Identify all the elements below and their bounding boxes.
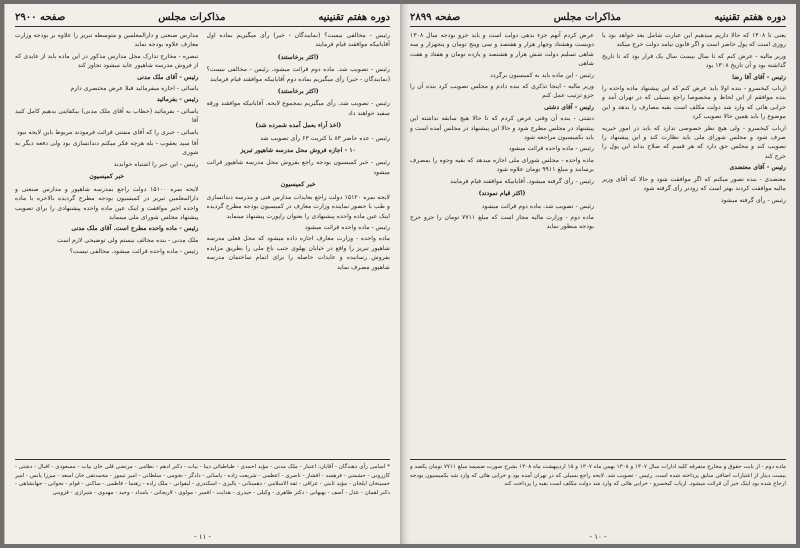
paragraph: یعنی تا ۱۳۰۸ که حالا داریم میدهیم این عبارت شامل بعد خواهد بود یا روزی است که پول حاضر است و اگر قانون نیامد دولت خرج میکند — [602, 32, 786, 49]
paragraph: رئیس - ماده واحده قرائت میشود — [508, 145, 594, 153]
paragraph: آقا سید یعقوب - بله هرچه فکر میکنم دندانسازی بود ولی دفعه دیگر به شوری — [15, 140, 199, 157]
paragraph: دشتی - بنده آن وقتی عرض کردم که تا حالا هیچ سابقه نداشته این پیشنهاد در مجلس مطرح شود و حالا این پیشنهاد در مجلس آمده است و باید بکمیسیون مراجعه شود — [410, 115, 594, 142]
left-page-footnote: * اسامی رأی دهندگان - آقایان: اعتبار - ملک مدنی - مؤید احمدی - طباطبائی دیبا - بیات - دکتر ادهم - نظامی - مرتضی قلی خان بیات - مسعودی - اقبال - دشتی - کازرونی - حشمتی - فرهمند - افشار - ناصری - اعظمی - شریعت زاده - یاسائی - دادگر - نجومی - سلطانی - امیر تیمور - محمدتقی خان اسعد - میرزا یانس - امیر حسینخان ایلخان - مؤید ثابتی - عراقی - ثقه الاسلامی - دهستانی - پالیزی - اسکندری - لیقوانی - ملک زاده - رهنما - فاطمی - ساکنی - قوام - نجوانی - جهانشاهی - دکتر لقمان - عدل - آصف - بهبهانی - دکتر طاهری - وکیلی - حیدری - هدایت - افسر - مولوی - لاریجانی - بامداد - وحید - مهدوی - شیرازی - قزوینی — [15, 459, 390, 535]
paragraph: ارباب کیخسرو - ولی هیچ نظر خصوصی ندارد که باید در امور خیریه صرف شود و مجلس شورای ملی باید نظارت کند و این پیشنهاد را تصویب کند و مجلس حق دارد که هر قسم که صلاح بداند این پول را خرج کند — [602, 124, 786, 160]
right-header-session: دوره هفتم تقنینیه — [714, 11, 786, 23]
paragraph: رئیس - آقای ملک مدنی — [137, 73, 199, 81]
section-heading: ۱۰ - اجازه فروش محل مدرسه شاهپور تبریز — [240, 147, 356, 155]
left-page-folio: - ۱۱ - — [194, 533, 211, 541]
section-heading: (اکثر قیام نمودند) — [478, 190, 526, 198]
paragraph: ملک مدنی - بنده مخالف نیستم ولی توضیحی لازم است — [57, 236, 199, 244]
paragraph: رئیس - آقای معتضدی — [729, 164, 786, 172]
paragraph: یاسائی - خبری را که آقای مشتی قرائت فرمودند مربوط باین لایحه نبود — [17, 128, 199, 136]
right-page-columns — [410, 31, 786, 456]
paragraph: معتضدی - بنده تصور میکنم که اگر موافقت شود و حالا که آقای وزیر مالیه موافقت کردند بهتر است که زودتر رأی گرفته شود — [602, 175, 786, 193]
paragraph: رئیس - مخالفی نیست؟ (نمایندگان - خیر) رأی میگیریم بماده اول آقایانیکه موافقند قیام فرمایند — [206, 32, 390, 49]
paragraph: رئیس - ماده واحده قرائت میشود — [304, 223, 390, 231]
left-header-title: مذاکرات مجلس — [158, 11, 226, 23]
paragraph: ماده واحده - مجلس شورای ملی اجازه میدهد که بقیه وجوه را بمصرف برسانند و مبلغ ۹۹۱۱ تومان علاوه شود — [410, 156, 594, 174]
paragraph: یاسائی - اجازه میفرمائید قبلا عرض مختصری دارم — [70, 85, 199, 93]
left-header-page-number: صفحه ۲۹۰۰ — [15, 11, 66, 23]
paragraph: رئیس - ماده واحده قرائت میشود. مخالفی نیست؟ — [69, 248, 199, 256]
paragraph: عرض کردم آنهم جزء بدهی دولت است و باید جزو بودجه سال ۱۳۰۸ دویست وهشتاد وچهار هزار و هفتصد و سی وپنج تومان و پنجهزار و سه شاهی تسلیم دولت شش هزار و هشتصد و یازده تومان و هفتاد و هفت شاهی — [410, 32, 594, 68]
section-heading: (اکثر برخاستند) — [277, 88, 319, 96]
paragraph: رئیس - عده حاضر ۸۳ با کثریت ۶۳ رأی تصویب شد — [260, 134, 390, 142]
right-header-page-number: صفحه ۲۸۹۹ — [410, 11, 461, 23]
paragraph: رئیس - آقای دشتی — [544, 103, 594, 111]
section-heading: (اخذ آراء بعمل آمده شمرده شد) — [255, 122, 342, 130]
paragraph: رئیس - ماده واحده مطرح است. آقای ملک مدنی — [71, 225, 199, 233]
paragraph: ارباب کیخسرو - بنده اولا باید عرض کنم که این پیشنهاد ماده واحده را بنده موافقم از این لحاظ و مخصوصا راجع بسیلی که در تهران آمد و خرابی هائی که وارد شد دولت مکلف است بقیه مصارف را بدهد و این موضوع را باید همین حالا تصویب کرد — [602, 85, 786, 121]
paragraph: یاسائی - بفرمائید (خطاب به آقای ملک مدنی) بیکفایتی بدهیم کامل کنید آقا — [15, 107, 199, 125]
section-heading: خبر کمیسیون — [280, 181, 316, 189]
right-page-continuation: ماده دوم - از بابت حقوق و مخارج متفرقه کلیه ادارات سال ۱۳۰۷ و ۱۳۰۸ بهمن ماه ۱۳۰۷ و ۱۵ اردیبهشت ماه ۱۳۰۸ بشرح صورت ضمیمه مبلغ ۷۷۱۱ تومان یکصد و بیست دینار از اعتبارات اضافی سابق پرداخته شده است. رئیس - تصویب شد. لایحه راجع بسیلی که در تهران آمده بود و خرابی هائی که وارد شد بکمیسیون بودجه ارجاع شده بود اینک خبر آن قرائت میشود. ارباب کیخسرو - خرابی هائی که وارد شد دولت مکلف است بقیه را پرداخت کند — [410, 459, 786, 535]
right-page-right-column — [602, 31, 786, 456]
paragraph: رئیس - رأی گرفته میشود. آقایانیکه موافقند قیام فرمایند — [450, 177, 594, 185]
paragraph: رئیس - تصویب شد. ماده دوم قرائت میشود. رئیس - مخالفی نیست؟ (نمایندگان - خیر) رأی میگیریم بماده دوم آقایانیکه موافقند قیام فرمایند — [206, 66, 390, 83]
right-page-folio: - ۱۰ - — [589, 533, 607, 541]
section-heading: خبر کمیسیون — [89, 173, 125, 181]
paragraph: رئیس - تصویب شد. رأی میگیریم بمجموع لایحه. آقایانیکه موافقند ورقه سفید خواهند داد — [206, 100, 390, 117]
paragraph: تبصره - مخارج تدارک محل مدارس مذکور در این ماده باید از عایدی که از فروش مدرسه شاهپور عاید میشود تجاوز کند — [15, 52, 199, 70]
paragraph: لایحه نمره ۱۵۱۰۰ دولت راجع بمدرسه شاهپور و مدارس صنعتی و دارالمعلمین تبریز در کمیسیون بودجه مطرح گردیده بالاخره با ماده واحده اخیر موافقت و اینک عین ماده واحده پیشنهادی را برای تصویب پیشنهاد مجلس شورای ملی مینماید — [15, 185, 199, 221]
paragraph: رئیس - تصویب شد. ماده دوم قرائت میشود — [481, 202, 594, 210]
left-page-columns — [15, 31, 390, 456]
book-spread — [4, 4, 796, 544]
right-header-title: مذاکرات مجلس — [553, 11, 621, 23]
left-page-left-column — [15, 31, 199, 456]
paragraph: رئیس - خبر کمیسیون بودجه راجع بفروش محل مدرسه شاهپور قرائت میشود — [206, 159, 390, 176]
right-page-header — [410, 10, 786, 27]
right-page — [400, 4, 796, 544]
left-page — [4, 4, 400, 544]
paragraph: رئیس - آقای آقا رضا — [732, 73, 786, 81]
paragraph: رئیس - بفرمائید — [156, 96, 199, 104]
left-header-session: دوره هفتم تقنینیه — [318, 11, 390, 23]
paragraph: ماده واحده - وزارت معارف اجازه داده میشود که محل فعلی مدرسه شاهپور تبریز را واقع در خیابان پهلوی جنب باغ ملی را بطریق مزایده بفروش رسانیده و عایدات حاصله را برای اتمام ساختمان مدرسه شاهپور مصرف نماید — [206, 235, 390, 271]
paragraph: وزیر مالیه - عرض کنم که تا سال بیست سال یک قرار بود که تا تاریخ گذاشته بود و آن تاریخ ۱۳۰۸ بود — [602, 52, 786, 70]
right-page-left-column — [410, 31, 594, 456]
left-page-right-column — [207, 31, 391, 456]
paragraph: ماده دوم - وزارت مالیه مجاز است که مبلغ ۷۷۱۱ تومان را جزو خرج بودجه منظور نماید — [410, 213, 594, 231]
paragraph: وزیر مالیه - اینجا تذکری که بنده دادم و مجلس تصویب کرد بنده آن را جزو ترتیب عمل کنم — [410, 83, 594, 100]
left-page-header — [15, 10, 390, 27]
paragraph: مدارس صنعتی و دارالمعلمین و متوسطه تبریز را علاوه بر بودجه وزارت معارف علاوه بودجه نماید — [15, 32, 199, 49]
paragraph: لایحه نمره ۱۵۱۲۰ دولت راجع بعایدات مدارس فنی و مدرسه دندانسازی و طب با حضور نماینده وزارت معارف در کمیسیون بودجه مطرح گردیده اینک عین ماده واحده پیشنهادی را بعنوان راپورت پیشنهاد مینماید — [206, 193, 390, 220]
paragraph: رئیس - رأی گرفته میشود — [720, 196, 786, 204]
section-heading: (اکثر برخاستند) — [277, 53, 319, 61]
paragraph: رئیس - این خبر را اشتباه خواندند — [113, 160, 199, 168]
paragraph: رئیس - این ماده باید به کمیسیون برگردد — [490, 71, 594, 79]
